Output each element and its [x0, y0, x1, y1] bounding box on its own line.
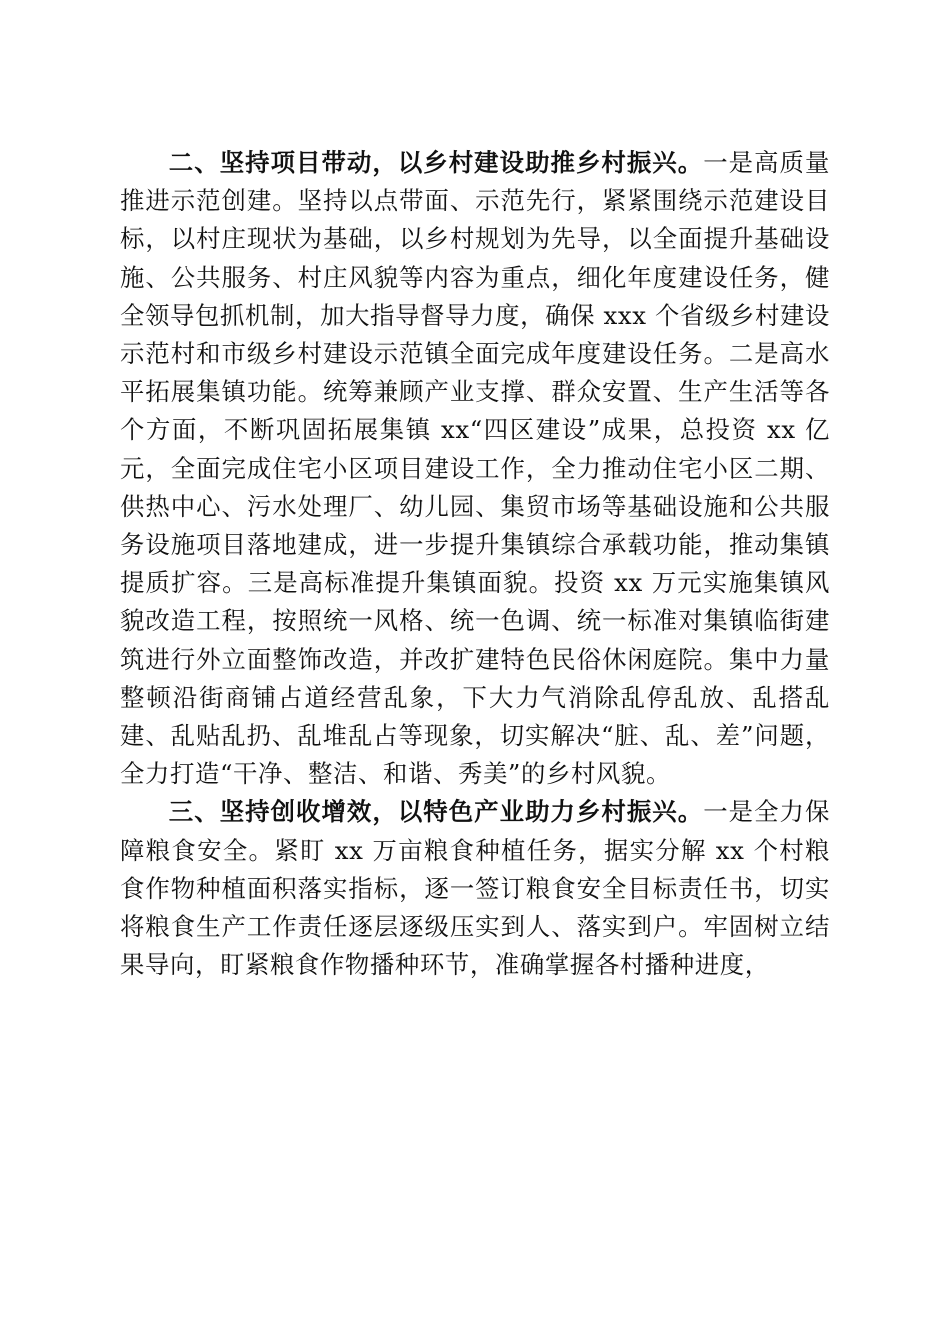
- section-two-text: 一是高质量推进示范创建。坚持以点带面、示范先行，紧紧围绕示范建设目标，以村庄现状为基础，以乡村规划为先导，以全面提升基础设施、公共服务、村庄风貌等内容为重点，细化年度建设任务，健全领导包抓机制，加大指导督导力度，确保 xxx 个省级乡村建设示范村和市级乡村建设示范镇全面完成年度建设任务。二是高水平拓展集镇功能。统筹兼顾产业支撑、群众安置、生产生活等各个方面，不断巩固拓展集镇 xx“四区建设”成果，总投资 xx 亿元，全面完成住宅小区项目建设工作，全力推动住宅小区二期、供热中心、污水处理厂、幼儿园、集贸市场等基础设施和公共服务设施项目落地建成，进一步提升集镇综合承载功能，推动集镇提质扩容。三是高标准提升集镇面貌。投资 xx 万元实施集镇风貌改造工程，按照统一风格、统一色调、统一标准对集镇临街建筑进行外立面整饰改造，并改扩建特色民俗休闲庭院。集中力量整顿沿街商铺占道经营乱象，下大力气消除乱停乱放、乱搭乱建、乱贴乱扔、乱堆乱占等现象，切实解决“脏、乱、差”问题，全力打造“干净、整洁、和谐、秀美”的乡村风貌。: [120, 148, 830, 789]
- section-three-heading: 三、坚持创收增效，以特色产业助力乡村振兴。: [168, 797, 704, 827]
- section-two-heading: 二、坚持项目带动，以乡村建设助推乡村振兴。: [168, 148, 704, 177]
- section-three-text: 一是全力保障粮食安全。紧盯 xx 万亩粮食种植任务，据实分解 xx 个村粮食作物种植面积落实指标，逐一签订粮食安全目标责任书，切实将粮食生产工作责任逐层逐级压实到人、落实到户。牢固树立结果导向，盯紧粮食作物播种环节，准确掌握各村播种进度，: [120, 797, 830, 980]
- paragraph-section-three: [120, 793, 830, 984]
- paragraph-section-two: [120, 144, 830, 793]
- document-body: [120, 144, 830, 984]
